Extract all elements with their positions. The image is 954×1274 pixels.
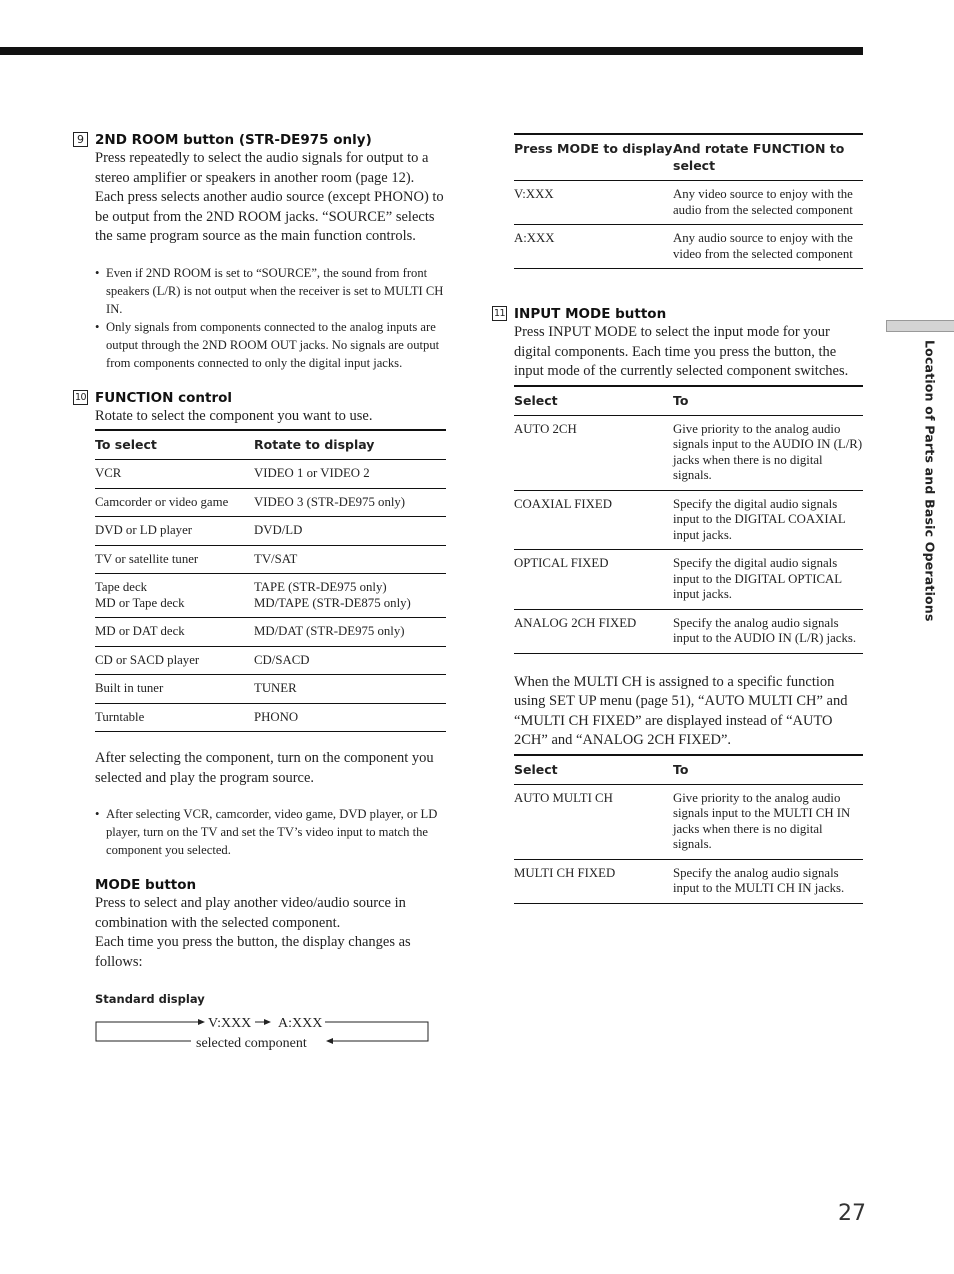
table-row xyxy=(514,784,863,859)
diagram-v-xxx: V:XXX xyxy=(208,1015,252,1031)
table-cell: Turntable xyxy=(95,703,254,732)
note-item: • Even if 2ND ROOM is set to “SOURCE”, the sound from front speakers (L/R) is not output when the receiver is set to MULTI CH IN. xyxy=(95,264,446,318)
table-cell: DVD/LD xyxy=(254,517,446,546)
table-cell: Give priority to the analog audio signals input to the MULTI CH IN jacks when there is no digital signals. xyxy=(673,784,863,859)
section-title: MODE button xyxy=(95,877,197,893)
paragraph: Press INPUT MODE to select the input mode for your digital components. Each time you press the button, the input mode of the currently selected component switches. xyxy=(514,324,849,379)
table-cell: Any video source to enjoy with the audio from the selected component xyxy=(673,181,863,225)
top-rule xyxy=(0,47,863,55)
section-2nd-room xyxy=(77,131,446,372)
table-cell: Any audio source to enjoy with the video from the selected component xyxy=(673,225,863,269)
table-row xyxy=(95,618,446,647)
right-column xyxy=(493,133,863,904)
table-row xyxy=(95,517,446,546)
mode-table xyxy=(514,133,863,269)
table-cell: TUNER xyxy=(254,675,446,704)
table-cell: TV/SAT xyxy=(254,545,446,574)
table-row xyxy=(514,609,863,653)
multi-ch-table xyxy=(514,754,863,904)
table-header: And rotate FUNCTION to select xyxy=(673,134,863,181)
table-row xyxy=(95,675,446,704)
section-title: FUNCTION control xyxy=(95,389,232,406)
side-tab-text: Location of Parts and Basic Operations xyxy=(922,340,938,622)
table-cell: AUTO 2CH xyxy=(514,415,673,490)
section-input-mode xyxy=(493,305,863,904)
table-cell: Specify the digital audio signals input to the DIGITAL COAXIAL input jacks. xyxy=(673,490,863,550)
table-cell: Specify the digital audio signals input to the DIGITAL OPTICAL input jacks. xyxy=(673,550,863,610)
table-row xyxy=(514,490,863,550)
table-cell: Give priority to the analog audio signals input to the AUDIO IN (L/R) jacks when there is no digital signals. xyxy=(673,415,863,490)
section-title: INPUT MODE button xyxy=(514,306,667,322)
table-cell: Tape deck MD or Tape deck xyxy=(95,574,254,618)
diagram-label: Standard display xyxy=(95,992,205,1006)
paragraph: When the MULTI CH is assigned to a specific function using SET UP menu (page 51), “AUTO MULTI CH” and “MULTI CH FIXED” are displayed instead of “AUTO 2CH” and “ANALOG 2CH FIXED”. xyxy=(514,673,848,748)
table-cell: CD or SACD player xyxy=(95,646,254,675)
table-row xyxy=(514,415,863,490)
table-cell: PHONO xyxy=(254,703,446,732)
page-number: 27 xyxy=(838,1201,866,1226)
paragraph: Each press selects another audio source (except PHONO) to be output from the 2ND ROOM jacks. “SOURCE” selects the same program source as the main function controls. xyxy=(95,189,444,244)
table-row xyxy=(95,545,446,574)
item-number: 11 xyxy=(493,308,506,319)
paragraph: Press repeatedly to select the audio signals for output to a stereo amplifier or speakers in another room (page 12). xyxy=(95,150,429,186)
table-cell: Specify the analog audio signals input to the MULTI CH IN jacks. xyxy=(673,859,863,903)
table-cell: VIDEO 3 (STR-DE975 only) xyxy=(254,488,446,517)
note-item: • Only signals from components connected to the analog inputs are output through the 2ND ROOM OUT jacks. No signals are output from components connected to only the digital input jacks. xyxy=(95,318,446,372)
section-mode xyxy=(95,876,446,1051)
paragraph: After selecting the component, turn on the component you selected and play the program source. xyxy=(95,750,434,786)
function-table xyxy=(95,429,446,732)
left-column xyxy=(74,131,446,1051)
side-tab-marker xyxy=(886,320,954,332)
table-row xyxy=(95,574,446,618)
section-function xyxy=(74,389,446,860)
table-row xyxy=(514,550,863,610)
input-mode-table xyxy=(514,385,863,654)
table-cell: Camcorder or video game xyxy=(95,488,254,517)
table-header: To xyxy=(673,386,863,416)
table-header: Press MODE to display xyxy=(514,134,673,181)
table-row xyxy=(95,488,446,517)
diagram-a-xxx: A:XXX xyxy=(278,1015,323,1031)
paragraph: Rotate to select the component you want to use. xyxy=(95,407,373,424)
table-row xyxy=(514,225,863,269)
table-header: Select xyxy=(514,755,673,785)
table-cell: Specify the analog audio signals input to the AUDIO IN (L/R) jacks. xyxy=(673,609,863,653)
table-cell: MULTI CH FIXED xyxy=(514,859,673,903)
item-number: 10 xyxy=(74,391,87,403)
table-cell: MD/DAT (STR-DE975 only) xyxy=(254,618,446,647)
table-header: Select xyxy=(514,386,673,416)
display-cycle-diagram xyxy=(95,1011,435,1051)
table-row xyxy=(514,859,863,903)
table-row xyxy=(95,460,446,489)
table-cell: DVD or LD player xyxy=(95,517,254,546)
section-title: 2ND ROOM button (STR-DE975 only) xyxy=(95,132,372,148)
note-item: • After selecting VCR, camcorder, video game, DVD player, or LD player, turn on the TV and set the TV’s video input to match the component you selected. xyxy=(95,805,446,859)
table-cell: MD or DAT deck xyxy=(95,618,254,647)
table-header: To select xyxy=(95,430,254,460)
item-number: 9 xyxy=(73,132,88,147)
table-row xyxy=(95,703,446,732)
table-cell: A:XXX xyxy=(514,225,673,269)
table-cell: TV or satellite tuner xyxy=(95,545,254,574)
paragraph: Each time you press the button, the display changes as follows: xyxy=(95,934,411,970)
paragraph: Press to select and play another video/audio source in combination with the selected component. xyxy=(95,895,406,931)
table-cell: V:XXX xyxy=(514,181,673,225)
table-cell: OPTICAL FIXED xyxy=(514,550,673,610)
table-cell: Built in tuner xyxy=(95,675,254,704)
table-cell: CD/SACD xyxy=(254,646,446,675)
notes-list xyxy=(95,264,446,372)
diagram-selected-component: selected component xyxy=(196,1035,307,1051)
table-cell: VCR xyxy=(95,460,254,489)
table-cell: COAXIAL FIXED xyxy=(514,490,673,550)
notes-list xyxy=(95,805,446,859)
table-row xyxy=(95,646,446,675)
table-header: Rotate to display xyxy=(254,430,446,460)
table-cell: ANALOG 2CH FIXED xyxy=(514,609,673,653)
table-row xyxy=(514,181,863,225)
table-cell: AUTO MULTI CH xyxy=(514,784,673,859)
table-cell: TAPE (STR-DE975 only) MD/TAPE (STR-DE875 only) xyxy=(254,574,446,618)
table-header: To xyxy=(673,755,863,785)
table-cell: VIDEO 1 or VIDEO 2 xyxy=(254,460,446,489)
